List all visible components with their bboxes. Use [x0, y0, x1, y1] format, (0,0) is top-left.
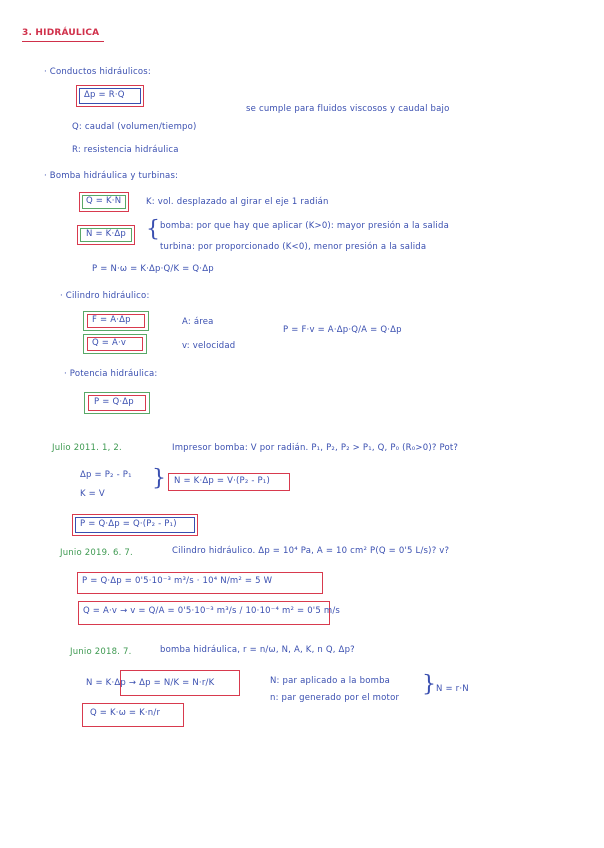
brace-icon: {: [146, 217, 160, 242]
work-line: K = V: [80, 489, 105, 499]
exercise-header: Junio 2018. 7.: [70, 647, 132, 657]
definition: v: velocidad: [182, 341, 236, 351]
definition: Q: caudal (volumen/tiempo): [72, 122, 197, 132]
note: K: vol. desplazado al girar el eje 1 radián: [146, 197, 329, 207]
work-line: N = K·Δp = V·(P₂ - P₁): [174, 476, 270, 486]
exercise-statement: Cilindro hidráulico. Δp = 10⁴ Pa, A = 10 cm² P(Q = 0'5 L/s)? v?: [172, 546, 450, 556]
title-underline: [22, 41, 104, 42]
section-heading: · Potencia hidráulica:: [64, 369, 158, 379]
formula: Δp = R·Q: [84, 90, 125, 100]
note: N = r·N: [436, 684, 469, 694]
page-title: 3. HIDRÁULICA: [22, 28, 100, 38]
work-line: P = Q·Δp = 0'5·10⁻³ m³/s · 10⁴ N/m² = 5 W: [82, 576, 273, 586]
formula: P = N·ω = K·Δp·Q/K = Q·Δp: [92, 264, 214, 274]
formula: P = Q·Δp: [94, 397, 134, 407]
section-heading: · Cilindro hidráulico:: [60, 291, 150, 301]
note: turbina: por proporcionado (K<0), menor presión a la salida: [160, 242, 427, 252]
work-line: Q = A·v → v = Q/A = 0'5·10⁻³ m³/s / 10·10⁻⁴ m² = 0'5 m/s: [83, 606, 341, 616]
formula: N = K·Δp: [86, 229, 126, 239]
result-box: [120, 670, 240, 696]
section-heading: · Bomba hidráulica y turbinas:: [44, 171, 179, 181]
work-line: Q = K·ω = K·n/r: [90, 708, 161, 718]
formula: Q = K·N: [86, 196, 122, 206]
brace-icon: }: [152, 466, 166, 491]
formula: P = F·v = A·Δp·Q/A = Q·Δp: [283, 325, 402, 335]
note: se cumple para fluidos viscosos y caudal bajo: [246, 104, 450, 114]
exercise-header: Junio 2019. 6. 7.: [60, 548, 133, 558]
formula: F = A·Δp: [92, 315, 131, 325]
exercise-statement: bomba hidráulica, r = n/ω, N, A, K, n Q, Δp?: [160, 645, 355, 655]
brace-icon: }: [422, 672, 436, 697]
note: n: par generado por el motor: [270, 693, 400, 703]
note: N: par aplicado a la bomba: [270, 676, 391, 686]
exercise-statement: Impresor bomba: V por radián. P₁, P₂, P₂ > P₁, Q, P₀ (R₀>0)? Pot?: [172, 443, 459, 453]
definition: A: área: [182, 317, 214, 327]
definition: R: resistencia hidráulica: [72, 145, 179, 155]
formula: Q = A·v: [92, 338, 127, 348]
exercise-header: Julio 2011. 1, 2.: [52, 443, 122, 453]
work-line: P = Q·Δp = Q·(P₂ - P₁): [80, 519, 177, 529]
work-line: Δp = P₂ - P₁: [80, 470, 132, 480]
work-line: N = K·Δp → Δp = N/K = N·r/K: [86, 678, 215, 688]
section-heading: · Conductos hidráulicos:: [44, 67, 151, 77]
note: bomba: por que hay que aplicar (K>0): mayor presión a la salida: [160, 221, 449, 231]
